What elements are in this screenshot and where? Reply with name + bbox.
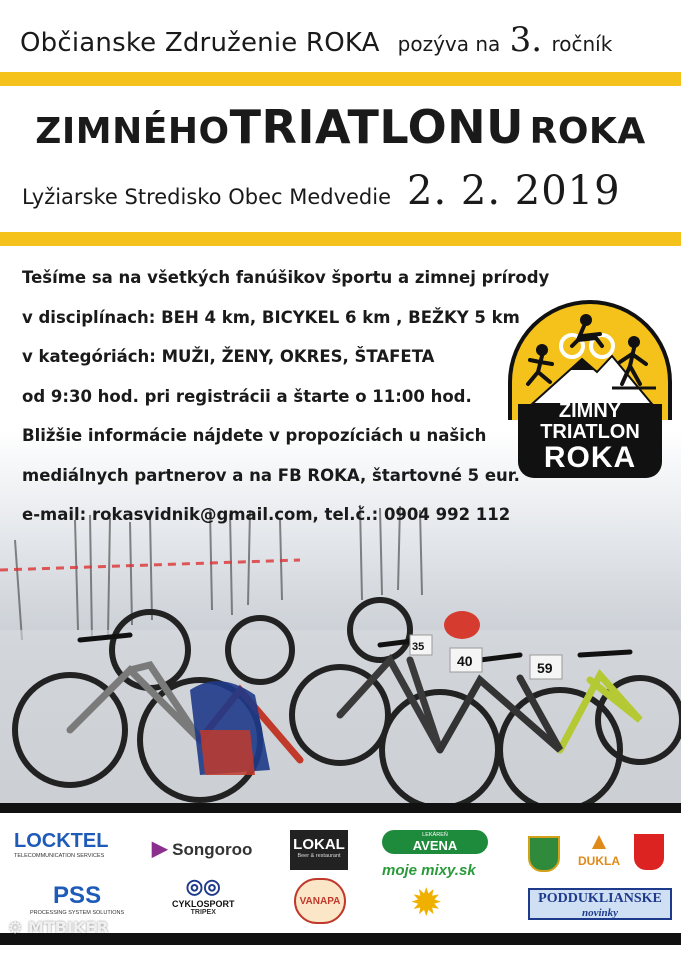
event-info: [22, 258, 550, 535]
sponsor-songoroo: [152, 836, 252, 861]
header-line: [20, 20, 660, 60]
gear-icon: ⚙: [8, 918, 23, 937]
organizer-name: Občianske Združenie ROKA: [20, 28, 380, 58]
sponsor-lokal: [290, 830, 348, 870]
sponsor-cyklosport-name: CYKLOSPORT: [172, 899, 235, 909]
sponsor-locktel-name: LOCKTEL: [14, 830, 109, 852]
cyclist-icon: ◎◎: [185, 876, 221, 898]
title-part1: ZIMNÉHO: [35, 111, 230, 152]
sun-icon: ✹: [412, 884, 441, 922]
dukla-mountain-icon: ▲: [587, 828, 611, 855]
sponsor-lekaren-avena: [382, 830, 488, 854]
invite-text: [398, 20, 613, 60]
info-line: v kategóriách: MUŽI, ŽENY, OKRES, ŠTAFETA: [22, 347, 435, 366]
triathlon-athletes-icon: [512, 304, 668, 414]
sponsor-pss-name: PSS: [53, 882, 102, 909]
sponsor-cyklosport-tripex: [172, 874, 235, 916]
info-line: Tešíme sa na všetkých fanúšikov športu a zimnej prírody: [22, 268, 550, 287]
logo-text-zimny: ZIMNÝ: [558, 400, 622, 422]
event-title: [0, 100, 681, 154]
title-part3: ROKA: [529, 111, 646, 152]
title-part2: TRIATLONU: [229, 100, 525, 154]
logo-text-triatlon: TRIATLON: [540, 421, 640, 443]
contact-line: e-mail: rokasvidnik@gmail.com, tel.č.: 0904 992 112: [22, 505, 511, 524]
sponsor-lekaren-top: LEKÁREŇ: [422, 832, 448, 838]
sponsor-moje-mixy: [382, 862, 476, 879]
sponsor-lekaren-name: AVENA: [412, 838, 458, 853]
songoroo-icon: ▶: [152, 838, 168, 860]
sponsor-locktel: [14, 830, 108, 859]
sponsor-vanapa-name: VANAPA: [299, 896, 341, 907]
info-line: Bližšie informácie nájdete v propozíciách u našich: [22, 426, 487, 445]
bib-number-59: 59: [537, 660, 553, 676]
sponsor-logos: [0, 818, 681, 930]
logo-text-roka: ROKA: [543, 441, 637, 474]
zimny-triatlon-roka-logo: [508, 300, 672, 480]
bib-number-40: 40: [457, 653, 473, 669]
sponsor-dukla: [578, 830, 620, 868]
yellow-divider-top: [0, 72, 681, 86]
info-line: v disciplínach: BEH 4 km, BICYKEL 6 km , BEŽKY 5 km: [22, 307, 520, 327]
watermark-text: MTBIKER: [27, 918, 109, 937]
venue-line: [22, 168, 672, 214]
sponsor-lokal-sub: Beer & restaurant: [297, 853, 341, 859]
sponsor-songoroo-name: Songoroo: [172, 840, 253, 859]
sponsor-svidnik-crest: [528, 836, 560, 872]
sponsor-lokal-name: LOKAL: [293, 836, 345, 853]
sponsor-moje-mixy-name: moje mixy.sk: [382, 862, 476, 879]
event-date: 2. 2. 2019: [407, 168, 621, 214]
invite-after: ročník: [551, 32, 613, 56]
sponsor-pss-sub: PROCESSING SYSTEM SOLUTIONS: [30, 910, 125, 916]
info-line: mediálnych partnerov a na FB ROKA, štartovné 5 eur.: [22, 465, 520, 485]
sponsor-vanapa: [294, 878, 346, 924]
mtbiker-watermark: [8, 918, 109, 937]
bib-number-35: 35: [412, 641, 425, 653]
sponsor-red-shield: [634, 834, 664, 870]
venue-name: Lyžiarske Stredisko Obec Medvedie: [22, 185, 392, 209]
sponsor-podduklianske-line2: novinky: [581, 907, 619, 919]
sponsor-locktel-sub: TELECOMMUNICATION SERVICES: [14, 853, 105, 859]
invite-before: pozýva na: [397, 32, 501, 56]
sponsor-dukla-name: DUKLA: [578, 854, 620, 868]
edition-number: 3.: [509, 20, 543, 60]
sponsor-cyklosport-sub: TRIPEX: [190, 909, 216, 916]
sponsor-podduklianske-novinky: [528, 888, 672, 920]
sponsor-podduklianske-line1: PODDUKLIANSKE: [538, 891, 662, 906]
sponsor-pss: [30, 882, 124, 916]
yellow-divider-bottom: [0, 232, 681, 246]
info-line: od 9:30 hod. pri registrácii a štarte o 11:00 hod.: [22, 386, 472, 406]
footer-divider-top: [0, 803, 681, 813]
